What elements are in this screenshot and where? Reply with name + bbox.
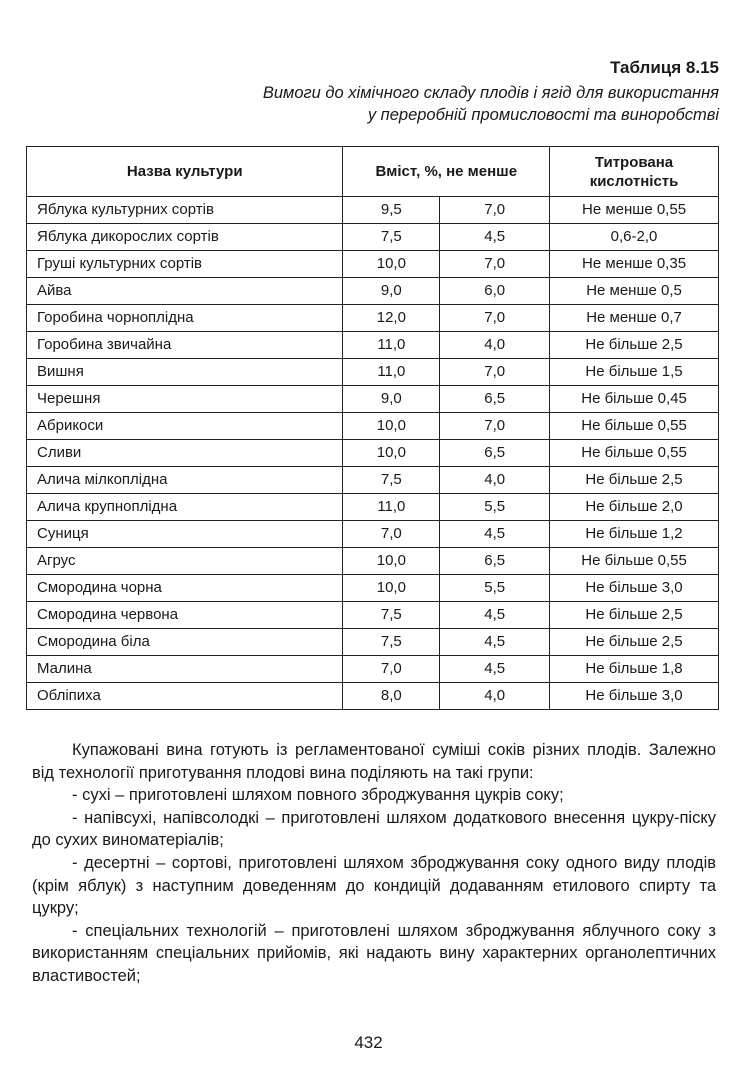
table-row (27, 386, 719, 413)
acidity-cell: Не більше 2,5 (550, 467, 719, 494)
acidity-cell: Не більше 0,45 (550, 386, 719, 413)
table-row (27, 251, 719, 278)
table-row (27, 602, 719, 629)
paragraph: - сухі – приготовлені шляхом повного зброджування цукрів соку; (72, 786, 564, 805)
table-number: Таблиця 8.15 (610, 58, 719, 77)
crop-name-cell: Алича мілкоплідна (27, 467, 343, 494)
content-value-2-cell: 4,0 (440, 332, 550, 359)
acidity-cell: Не менше 0,35 (550, 251, 719, 278)
page-number: 432 (354, 1033, 383, 1052)
content-value-1-cell: 8,0 (343, 683, 440, 710)
content-value-2-cell: 6,5 (440, 548, 550, 575)
content-value-2-cell: 7,0 (440, 197, 550, 224)
crop-name-cell: Вишня (27, 359, 343, 386)
table-row (27, 629, 719, 656)
header-acidity (550, 147, 719, 197)
content-value-1-cell: 7,0 (343, 521, 440, 548)
acidity-cell: Не більше 1,5 (550, 359, 719, 386)
paragraph: Купажовані вина готують із регламентованої суміші соків різних плодів. Залежно від технології приготування плодові вина поділяють на такі групи: (32, 741, 716, 782)
content-value-1-cell: 9,0 (343, 386, 440, 413)
acidity-cell: Не більше 3,0 (550, 683, 719, 710)
table-row (27, 332, 719, 359)
crop-name-cell: Яблука дикорослих сортів (27, 224, 343, 251)
crop-name-cell: Яблука культурних сортів (27, 197, 343, 224)
table-row (27, 278, 719, 305)
crop-name-cell: Алича крупноплідна (27, 494, 343, 521)
content-value-1-cell: 10,0 (343, 413, 440, 440)
crop-name-cell: Смородина червона (27, 602, 343, 629)
crop-name-cell: Груші культурних сортів (27, 251, 343, 278)
crop-name-cell: Смородина чорна (27, 575, 343, 602)
acidity-cell: Не менше 0,5 (550, 278, 719, 305)
body-text (32, 739, 716, 988)
acidity-cell: Не більше 0,55 (550, 440, 719, 467)
content-value-1-cell: 11,0 (343, 494, 440, 521)
content-value-1-cell: 11,0 (343, 332, 440, 359)
crop-name-cell: Черешня (27, 386, 343, 413)
table-row (27, 224, 719, 251)
content-value-2-cell: 5,5 (440, 575, 550, 602)
content-value-2-cell: 4,5 (440, 629, 550, 656)
content-value-2-cell: 4,5 (440, 656, 550, 683)
content-value-1-cell: 10,0 (343, 440, 440, 467)
content-value-2-cell: 4,5 (440, 521, 550, 548)
acidity-cell: Не більше 2,5 (550, 602, 719, 629)
paragraph: - десертні – сортові, приготовлені шляхом зброджування соку одного виду плодів (крім яблук) з наступним доведенням до кондицій додаванням етилового спирту та цукру; (32, 853, 716, 918)
crop-name-cell: Горобина звичайна (27, 332, 343, 359)
acidity-cell: Не менше 0,7 (550, 305, 719, 332)
crop-name-cell: Обліпиха (27, 683, 343, 710)
header-crop-name: Назва культури (27, 147, 343, 197)
table-row (27, 305, 719, 332)
caption-line-2: у переробній промисловості та виноробстві (367, 106, 719, 124)
content-value-1-cell: 9,5 (343, 197, 440, 224)
table-row (27, 413, 719, 440)
content-value-1-cell: 10,0 (343, 575, 440, 602)
content-value-2-cell: 7,0 (440, 413, 550, 440)
paragraph: - спеціальних технологій – приготовлені шляхом зброджування яблучного соку з використанням спеціальних прийомів, які надають вину характерних органолептичних властивостей; (32, 921, 716, 985)
content-value-1-cell: 7,5 (343, 602, 440, 629)
table-body (27, 197, 719, 710)
table-row (27, 575, 719, 602)
content-value-1-cell: 9,0 (343, 278, 440, 305)
content-value-2-cell: 7,0 (440, 359, 550, 386)
crop-name-cell: Агрус (27, 548, 343, 575)
content-value-2-cell: 5,5 (440, 494, 550, 521)
content-value-2-cell: 4,5 (440, 224, 550, 251)
content-value-2-cell: 4,5 (440, 602, 550, 629)
content-value-1-cell: 12,0 (343, 305, 440, 332)
content-value-2-cell: 4,0 (440, 683, 550, 710)
content-value-1-cell: 10,0 (343, 251, 440, 278)
content-value-1-cell: 7,0 (343, 656, 440, 683)
content-value-2-cell: 7,0 (440, 251, 550, 278)
content-value-1-cell: 11,0 (343, 359, 440, 386)
acidity-cell: Не більше 0,55 (550, 413, 719, 440)
acidity-cell: Не більше 2,0 (550, 494, 719, 521)
table-header-row (27, 147, 719, 197)
content-value-1-cell: 7,5 (343, 224, 440, 251)
crop-name-cell: Айва (27, 278, 343, 305)
table-row (27, 521, 719, 548)
table-row (27, 359, 719, 386)
acidity-cell: Не більше 1,8 (550, 656, 719, 683)
crop-name-cell: Абрикоси (27, 413, 343, 440)
acidity-cell: Не більше 2,5 (550, 332, 719, 359)
content-value-1-cell: 7,5 (343, 467, 440, 494)
acidity-cell: Не більше 2,5 (550, 629, 719, 656)
table-row (27, 683, 719, 710)
table-row (27, 467, 719, 494)
acidity-cell: Не більше 1,2 (550, 521, 719, 548)
content-value-1-cell: 7,5 (343, 629, 440, 656)
table-caption (79, 82, 719, 126)
crop-name-cell: Смородина біла (27, 629, 343, 656)
content-value-2-cell: 6,0 (440, 278, 550, 305)
content-value-2-cell: 7,0 (440, 305, 550, 332)
content-value-2-cell: 6,5 (440, 440, 550, 467)
acidity-cell: Не більше 0,55 (550, 548, 719, 575)
content-value-2-cell: 4,0 (440, 467, 550, 494)
caption-line-1: Вимоги до хімічного складу плодів і ягід для використання (262, 84, 719, 102)
acidity-cell: Не менше 0,55 (550, 197, 719, 224)
table-row (27, 548, 719, 575)
content-value-1-cell: 10,0 (343, 548, 440, 575)
crop-name-cell: Малина (27, 656, 343, 683)
content-value-2-cell: 6,5 (440, 386, 550, 413)
paragraph: - напівсухі, напівсолодкі – приготовлені шляхом додаткового внесення цукру-піску до сухих виноматеріалів; (32, 808, 716, 850)
crop-name-cell: Горобина чорноплідна (27, 305, 343, 332)
crop-name-cell: Суниця (27, 521, 343, 548)
crop-name-cell: Сливи (27, 440, 343, 467)
table-row (27, 656, 719, 683)
acidity-cell: Не більше 3,0 (550, 575, 719, 602)
table-row (27, 440, 719, 467)
composition-table (26, 146, 719, 710)
table-row (27, 494, 719, 521)
header-acidity-label: Титрована кислотність (589, 153, 679, 190)
acidity-cell: 0,6-2,0 (550, 224, 719, 251)
header-content: Вміст, %, не менше (343, 147, 550, 197)
table-row (27, 197, 719, 224)
